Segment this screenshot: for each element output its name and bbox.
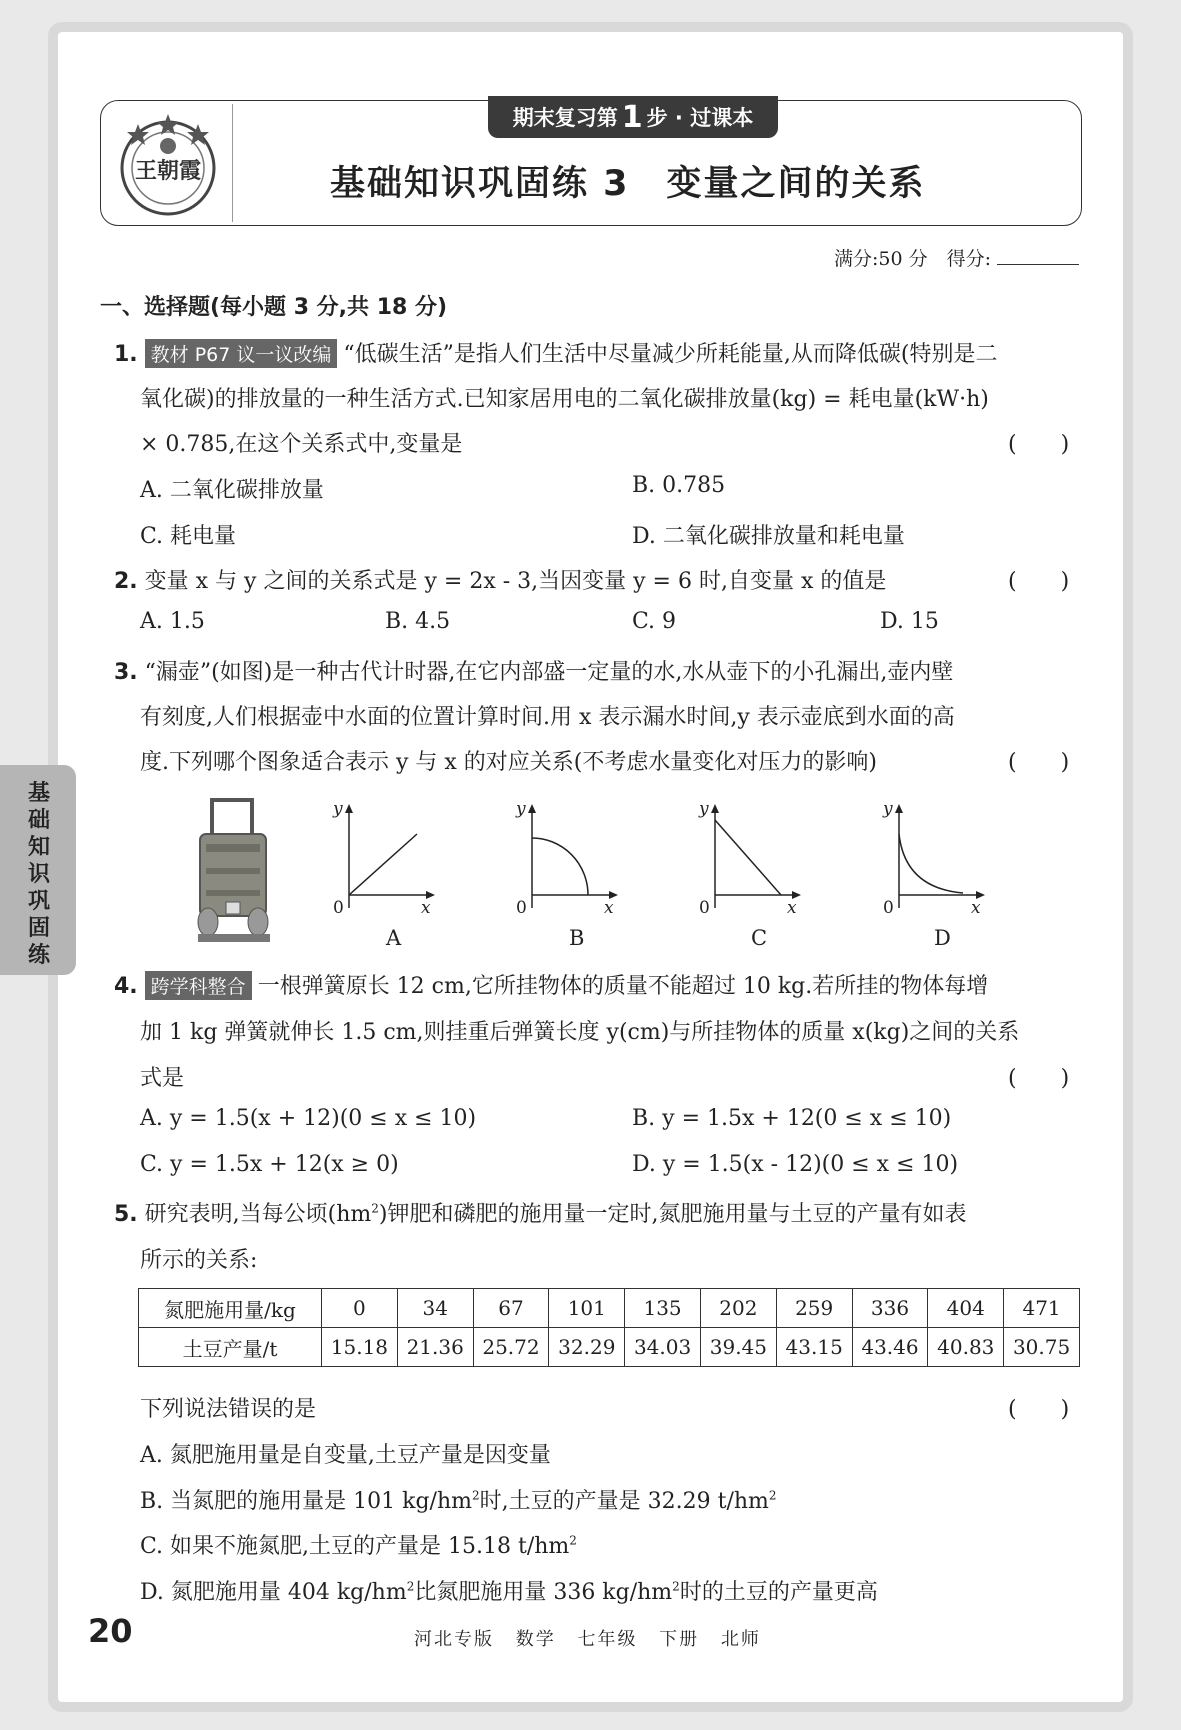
graph-d-y-label: y	[883, 799, 893, 819]
question-2-option-c[interactable]: C. 9	[632, 609, 677, 634]
graph-c[interactable]	[691, 798, 801, 918]
superscript-2: 2	[672, 1579, 680, 1594]
table-cell: 336	[852, 1289, 928, 1328]
table-row	[139, 1289, 1080, 1328]
question-5-text-1a: 研究表明,当每公顷(hm	[144, 1202, 372, 1227]
option-b-text-2: 时,土豆的产量是 32.29 t/hm	[479, 1489, 769, 1514]
question-2-option-b[interactable]: B. 4.5	[385, 609, 451, 634]
table-cell: 15.18	[322, 1328, 398, 1367]
table-cell: 67	[473, 1289, 549, 1328]
fertilizer-yield-table	[138, 1288, 1080, 1367]
question-5-option-c[interactable]	[140, 1529, 577, 1560]
graph-d-origin: 0	[883, 898, 894, 918]
question-4-tag: 跨学科整合	[145, 971, 252, 1000]
question-5-line-1	[114, 1197, 967, 1228]
table-cell: 30.75	[1004, 1328, 1080, 1367]
graph-b-y-label: y	[516, 799, 526, 819]
table-cell: 135	[625, 1289, 701, 1328]
question-1-option-a[interactable]: A. 二氧化碳排放量	[140, 478, 324, 503]
question-5-number: 5.	[114, 1202, 138, 1227]
question-2-answer-paren[interactable]: ( )	[1008, 569, 1070, 594]
score-text: 满分:50 分 得分:	[833, 248, 991, 270]
question-4-option-b[interactable]: B. y = 1.5x + 12(0 ≤ x ≤ 10)	[632, 1106, 952, 1131]
question-5-option-b[interactable]	[140, 1484, 777, 1515]
option-b-text-1: B. 当氮肥的施用量是 101 kg/hm	[140, 1489, 472, 1514]
question-5-text-1b: )钾肥和磷肥的施用量一定时,氮肥施用量与土豆的产量有如表	[378, 1202, 967, 1227]
table-row-header: 氮肥施用量/kg	[139, 1289, 322, 1328]
graph-label-a: A	[386, 926, 402, 950]
question-3-number: 3.	[114, 660, 138, 685]
graph-b[interactable]	[508, 798, 618, 918]
table-cell: 34.03	[625, 1328, 701, 1367]
question-2-option-a[interactable]: A. 1.5	[140, 609, 205, 634]
question-1-option-b[interactable]: B. 0.785	[632, 473, 726, 498]
question-3-line-2: 有刻度,人们根据壶中水面的位置计算时间.用 x 表示漏水时间,y 表示壶底到水面的高	[140, 705, 955, 730]
superscript-2: 2	[406, 1579, 415, 1594]
table-cell: 202	[700, 1289, 776, 1328]
table-cell: 404	[928, 1289, 1004, 1328]
question-1-number: 1.	[114, 342, 138, 367]
question-1-line-2: 氧化碳)的排放量的一种生活方式.已知家居用电的二氧化碳排放量(kg) = 耗电量(kW·h)	[140, 387, 989, 412]
graph-c-x-label: x	[787, 898, 797, 918]
table-cell: 34	[397, 1289, 473, 1328]
table-row	[139, 1328, 1080, 1367]
publisher-logo	[108, 106, 228, 218]
question-3-text-1: “漏壶”(如图)是一种古代计时器,在它内部盛一定量的水,水从壶下的小孔漏出,壶内壁	[144, 660, 954, 685]
question-1-line-1	[114, 337, 997, 368]
svg-text:王朝霞: 王朝霞	[134, 158, 202, 184]
question-4-number: 4.	[114, 974, 138, 999]
question-5-option-d[interactable]	[140, 1575, 878, 1606]
question-4-answer-paren[interactable]: ( )	[1008, 1066, 1070, 1091]
option-d-text-2: 比氮肥施用量 336 kg/hm	[414, 1580, 673, 1605]
question-4-option-d[interactable]: D. y = 1.5(x - 12)(0 ≤ x ≤ 10)	[632, 1152, 959, 1177]
tab-step-number: 1	[621, 99, 643, 135]
graph-label-d: D	[934, 926, 951, 950]
table-cell: 101	[549, 1289, 625, 1328]
table-cell: 471	[1004, 1289, 1080, 1328]
question-5-answer-paren[interactable]: ( )	[1008, 1397, 1070, 1422]
question-1-tag: 教材 P67 议一议改编	[145, 339, 338, 368]
question-5-option-a[interactable]: A. 氮肥施用量是自变量,土豆产量是因变量	[140, 1443, 551, 1468]
tab-suffix: 步 · 过课本	[646, 106, 754, 130]
option-d-text-1: D. 氮肥施用量 404 kg/hm	[140, 1580, 407, 1605]
section-title: 一、选择题(每小题 3 分,共 18 分)	[100, 295, 448, 320]
question-1-option-d[interactable]: D. 二氧化碳排放量和耗电量	[632, 524, 905, 549]
table-cell: 25.72	[473, 1328, 549, 1367]
table-cell: 21.36	[397, 1328, 473, 1367]
question-4-line-3: 式是	[140, 1066, 185, 1091]
option-c-text: C. 如果不施氮肥,土豆的产量是 15.18 t/hm	[140, 1534, 570, 1559]
table-row-header: 土豆产量/t	[139, 1328, 322, 1367]
superscript-2: 2	[768, 1488, 777, 1503]
review-step-tab	[488, 96, 778, 138]
table-cell: 43.15	[776, 1328, 852, 1367]
question-1-line-3: × 0.785,在这个关系式中,变量是	[140, 432, 463, 457]
graph-a-x-label: x	[421, 898, 431, 918]
question-3-line-1	[114, 655, 953, 686]
superscript-2: 2	[569, 1533, 577, 1548]
question-4-line-2: 加 1 kg 弹簧就伸长 1.5 cm,则挂重后弹簧长度 y(cm)与所挂物体的质量 x(kg)之间的关系	[140, 1020, 1020, 1045]
table-cell: 39.45	[700, 1328, 776, 1367]
question-5-stem: 下列说法错误的是	[140, 1397, 317, 1422]
graph-label-b: B	[569, 926, 585, 950]
score-line	[834, 244, 1079, 271]
question-3-answer-paren[interactable]: ( )	[1008, 750, 1070, 775]
question-2-option-d[interactable]: D. 15	[880, 609, 939, 634]
question-1-text-1: “低碳生活”是指人们生活中尽量减少所耗能量,从而降低碳(特别是二	[343, 342, 998, 367]
tab-prefix: 期末复习第	[512, 106, 618, 130]
graph-label-c: C	[751, 926, 768, 950]
question-4-option-c[interactable]: C. y = 1.5x + 12(x ≥ 0)	[140, 1152, 399, 1177]
table-cell: 32.29	[549, 1328, 625, 1367]
water-clock-image	[190, 798, 278, 946]
superscript-2: 2	[472, 1488, 480, 1503]
table-cell: 43.46	[852, 1328, 928, 1367]
footer: 河北专版 数学 七年级 下册 北师	[414, 1629, 761, 1650]
graph-c-y-label: y	[699, 799, 709, 819]
question-4-text-1: 一根弹簧原长 12 cm,它所挂物体的质量不能超过 10 kg.若所挂的物体每增	[257, 974, 989, 999]
question-2-number: 2.	[114, 569, 138, 594]
graph-d[interactable]	[875, 798, 985, 918]
question-1-option-c[interactable]: C. 耗电量	[140, 524, 237, 549]
page-number: 20	[88, 1612, 133, 1650]
option-d-text-3: 时的土豆的产量更高	[679, 1580, 878, 1605]
question-2-text: 变量 x 与 y 之间的关系式是 y = 2x - 3,当因变量 y = 6 时,自变量 x 的值是	[144, 569, 887, 594]
graph-a[interactable]	[325, 798, 435, 918]
page-title: 基础知识巩固练 3 变量之间的关系	[330, 164, 926, 204]
graph-b-x-label: x	[604, 898, 614, 918]
superscript-2: 2	[371, 1201, 379, 1216]
question-4-line-1	[114, 969, 988, 1000]
question-2-line-1	[114, 564, 886, 595]
question-5-line-2: 所示的关系:	[140, 1248, 258, 1273]
side-tab-label: 基础知识巩固练	[28, 781, 51, 968]
table-cell: 0	[322, 1289, 398, 1328]
graph-d-x-label: x	[971, 898, 981, 918]
graph-a-origin: 0	[333, 898, 344, 918]
table-cell: 40.83	[928, 1328, 1004, 1367]
logo-separator	[232, 104, 233, 222]
question-1-answer-paren[interactable]: ( )	[1008, 432, 1070, 457]
graph-a-y-label: y	[333, 799, 343, 819]
graph-b-origin: 0	[516, 898, 527, 918]
graph-c-origin: 0	[699, 898, 710, 918]
question-3-line-3: 度.下列哪个图象适合表示 y 与 x 的对应关系(不考虑水量变化对压力的影响)	[140, 750, 877, 775]
score-blank[interactable]	[997, 264, 1079, 265]
table-cell: 259	[776, 1289, 852, 1328]
question-4-option-a[interactable]: A. y = 1.5(x + 12)(0 ≤ x ≤ 10)	[140, 1106, 477, 1131]
